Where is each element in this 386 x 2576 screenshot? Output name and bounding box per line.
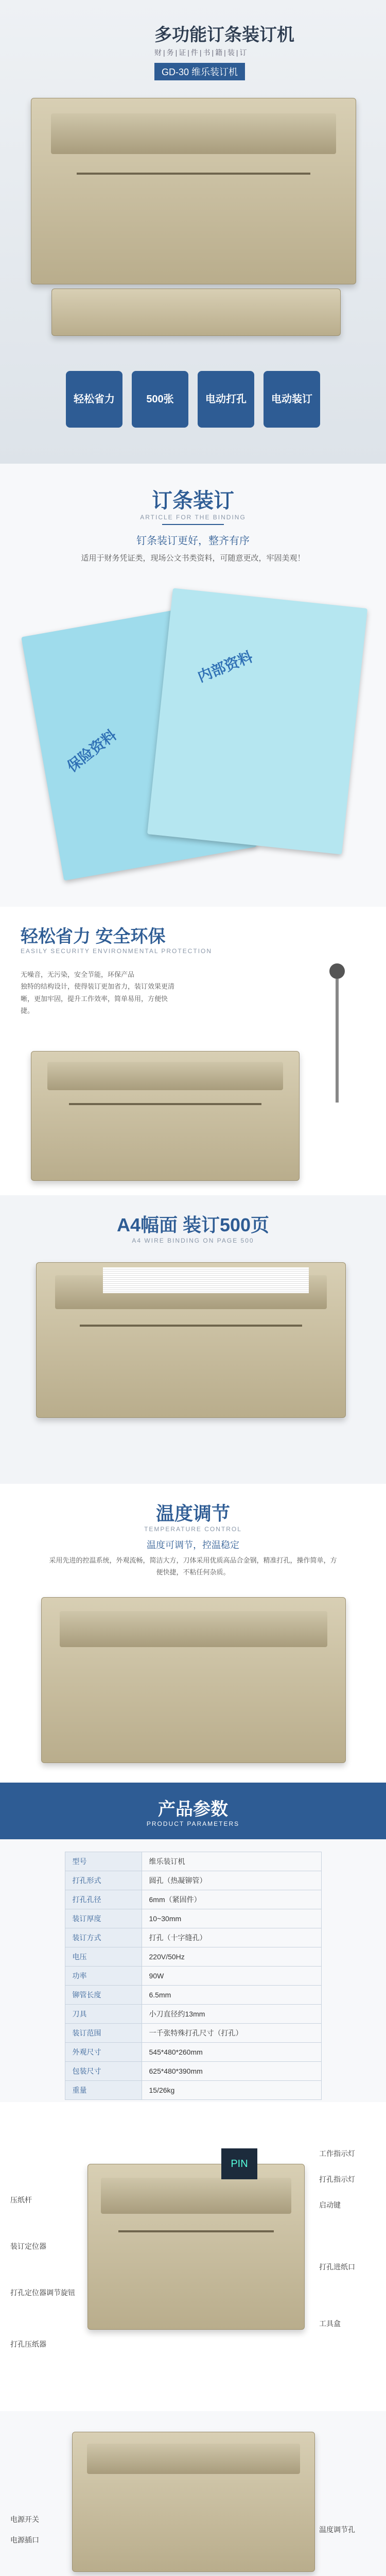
spec-row [65,1871,321,1890]
spec-row [65,1852,321,1871]
spec-value: 10~30mm [142,1909,321,1928]
spec-section [0,1783,386,2102]
a4-section [0,1195,386,1484]
spec-key: 装订厚度 [65,1909,142,1928]
spec-value: 625*480*390mm [142,2062,321,2081]
label-power-switch: 电源开关 [10,2515,39,2523]
safety-section [0,907,386,1195]
book-title-1: 保险资料 [64,726,120,775]
label-binding-locator: 装订定位器 [10,2242,46,2250]
spec-row [65,1909,321,1928]
spec-table [65,1852,322,2100]
machine-back-image [41,1597,346,1763]
machine-labeled-image [87,2164,305,2330]
pin-display: PIN [221,2148,257,2179]
spec-value: 一千张特殊打孔尺寸（打孔） [142,2024,321,2043]
spec-value: 圆孔（热凝铆管） [142,1871,321,1890]
spec-row [65,2043,321,2062]
spec-key: 刀具 [65,2005,142,2024]
spec-key: 重量 [65,2081,142,2100]
label-power-socket: 电源插口 [10,2536,39,2544]
binding-title: 订条装订 [152,489,234,512]
hero-title: 多功能订条装订机 [154,25,294,45]
temp-title: 温度调节 [155,1503,230,1524]
safety-desc: 无噪音，无污染，安全节能，环保产品 独特的结构设计，使得装订更加省力，装订效果更清晰，更加牢固，提升工作效率，简单易用，方便快捷。 [21,971,175,1015]
rear-section [0,2411,386,2576]
binding-subtitle: ARTICLE FOR THE BINDING [140,514,246,521]
binding-section [0,464,386,907]
label-press-bar: 压纸杆 [10,2196,32,2204]
spec-key: 打孔形式 [65,1871,142,1890]
hero-model: GD-30 维乐装订机 [154,63,245,80]
spec-key: 型号 [65,1852,142,1871]
badge-500-sheets: 500张 [132,371,188,428]
machine-rear-image [72,2432,315,2572]
spec-subtitle: PRODUCT PARAMETERS [146,1820,240,1827]
hero-subtitle: 财|务|证|件|书|籍|装|订 [154,48,249,57]
spec-key: 打孔孔径 [65,1890,142,1909]
hero-section [0,0,386,464]
spec-row [65,2005,321,2024]
safety-title: 轻松省力 安全环保 [21,927,166,946]
spec-value: 15/26kg [142,2081,321,2100]
label-punch-press: 打孔压纸器 [10,2340,46,2348]
spec-key: 铆管长度 [65,1986,142,2005]
spec-value: 维乐装订机 [142,1852,321,1871]
temperature-section [0,1484,386,1783]
badge-electric-punch: 电动打孔 [198,371,254,428]
feature-badges [0,371,386,428]
label-temp-hole: 温度调节孔 [319,2526,355,2534]
label-punch-locator-knob: 打孔定位器调节旋钮 [10,2289,75,2297]
spec-row [65,1890,321,1909]
book-cover-2 [147,588,367,854]
rivet-pin-image [329,963,345,1118]
spec-row [65,1947,321,1967]
spec-key: 包装尺寸 [65,2062,142,2081]
binding-headline: 钉条装订更好，整齐有序 [136,535,250,547]
callouts-section [0,2102,386,2411]
spec-value: 6mm（紧固件） [142,1890,321,1909]
badge-effortless: 轻松省力 [66,371,122,428]
spec-key: 功率 [65,1967,142,1986]
spec-key: 装订范围 [65,2024,142,2043]
spec-value: 545*480*260mm [142,2043,321,2062]
a4-title: A4幅面 装订500页 [116,1214,270,1235]
book-title-2: 内部资料 [195,648,255,685]
spec-row [65,1928,321,1947]
spec-row [65,2081,321,2100]
label-punch-indicator: 打孔指示灯 [319,2175,355,2183]
temp-headline: 温度可调节，控温稳定 [147,1540,239,1550]
label-tool-box: 工具盒 [319,2319,341,2328]
machine-base-image [51,289,341,336]
temp-desc: 采用先进的控温系统，外观流畅，简洁大方，刀体采用优质高品合金钢，精准打孔，操作简单，方便快捷，不粘任何杂质。 [49,1556,337,1577]
spec-key: 外观尺寸 [65,2043,142,2062]
spec-key: 装订方式 [65,1928,142,1947]
spec-value: 90W [142,1967,321,1986]
spec-key: 电压 [65,1947,142,1967]
machine-image [31,98,356,284]
label-start-key: 启动键 [319,2201,341,2209]
a4-subtitle: A4 WIRE BINDING ON PAGE 500 [132,1237,254,1244]
badge-electric-binding: 电动装订 [264,371,320,428]
binding-desc: 适用于财务凭证类，现场公文书类资料，可随意更改，牢固美观！ [81,554,305,563]
spec-row [65,2062,321,2081]
label-paper-inlet: 打孔进纸口 [319,2263,355,2271]
spec-value: 打孔（十字缝孔） [142,1928,321,1947]
spec-row [65,1986,321,2005]
spec-value: 220V/50Hz [142,1947,321,1967]
spec-title: 产品参数 [158,1800,228,1819]
spec-value: 小刀直径约13mm [142,2005,321,2024]
spec-value: 6.5mm [142,1986,321,2005]
label-work-indicator: 工作指示灯 [319,2149,355,2158]
machine-angle-image [31,1051,300,1181]
temp-subtitle: TEMPERATURE CONTROL [144,1526,242,1533]
spec-row [65,1967,321,1986]
paper-stack-image [103,1267,309,1293]
safety-subtitle: EASILY SECURITY ENVIRONMENTAL PROTECTION [21,947,213,955]
spec-row [65,2024,321,2043]
